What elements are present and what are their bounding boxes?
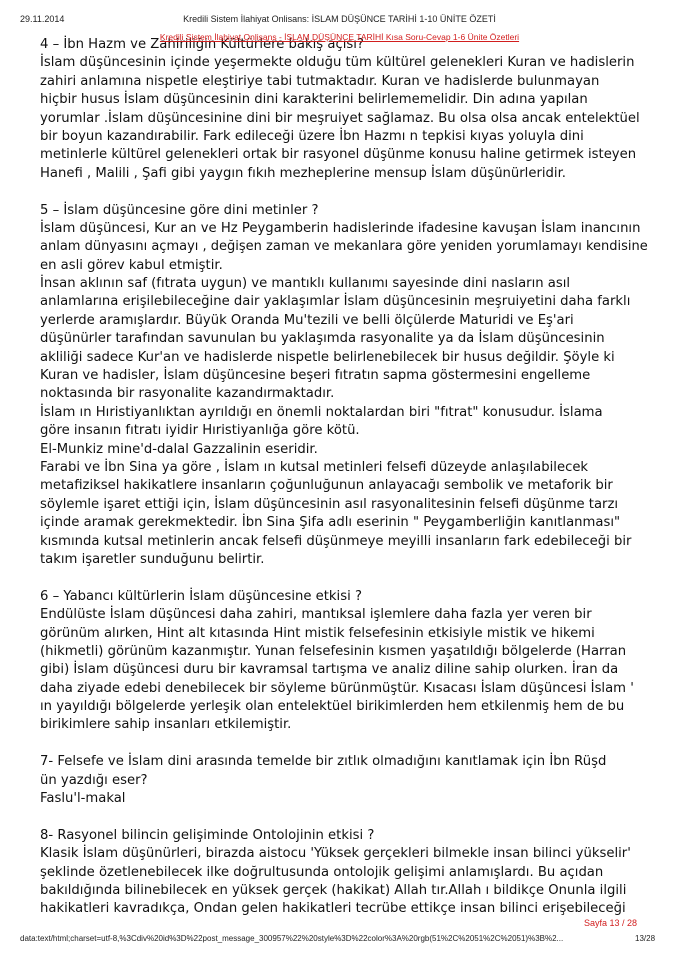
text-line: en asli görev kabul etmiştir. — [40, 257, 223, 273]
subtitle-link[interactable]: Kredili Sistem İlahiyat Onlisans - İSLAM DÜŞÜNCE TARİHİ Kısa Soru-Cevap 1-6 Ünite Özetleri — [159, 32, 520, 42]
text-line: 8- Rasyonel bilincin gelişiminde Ontolojinin etkisi ? — [40, 827, 375, 843]
page-indicator: Sayfa 13 / 28 — [584, 918, 638, 928]
text-line: gibi) İslam düşüncesi duru bir kavramsal tartışma ve analiz diline sahip olurken. İran da — [40, 662, 619, 678]
text-line: birikimlere sahip insanları etkilemiştir. — [40, 717, 292, 733]
text-line: bir boyun kazandırabilir. Fark edileceği üzere İbn Hazmı n tepkisi kıyas yoluyla dini — [40, 128, 584, 144]
text-line: İslam düşüncesinin içinde yeşermekte olduğu tüm kültürel gelenekleri Kuran ve hadislerin — [40, 55, 635, 71]
text-line: Farabi ve İbn Sina ya göre , İslam ın kutsal metinleri felsefi düzeyde anlaşılabilecek — [40, 459, 589, 475]
text-line: zahiri anlamına nispetle eleştiriye tabi tutmaktadır. Kuran ve hadislerde bulunmayan — [40, 73, 600, 89]
text-line: ün yazdığı eser? — [40, 772, 148, 788]
text-line: yerlerde aramışlardır. Büyük Oranda Mu'tezili ve belli ölçülerde Maturidi ve Eş'ari — [40, 312, 574, 328]
text-line: Kuran ve hadisler, İslam düşüncesine beşeri fıtratın sapma göstermesini engelleme — [40, 368, 591, 384]
text-line: Hanefi , Malili , Şafi gibi yaygın fıkıh mezheplerine mensup İslam düşünürleridir. — [40, 165, 566, 181]
text-line: (hikmetli) görünüm kazanmıştır. Yunan felsefesinin kısmen yaşatıldığı bölgelerde (Harran — [40, 643, 627, 659]
text-line: göre insanın fıtratı iyidir Hıristiyanlığa göre kötü. — [40, 423, 360, 439]
text-line: Endülüste İslam düşüncesi daha zahiri, mantıksal işlemlere daha fazla yer veren bir — [40, 607, 592, 623]
text-line: noktasında bir rasyonalite kazandırmaktadır. — [40, 386, 335, 402]
paragraph-gap — [40, 569, 652, 587]
text-line: El-Munkiz mine'd-dalal Gazzalinin eseridir. — [40, 441, 318, 457]
text-line: metafiziksel hakikatlere insanların çoğunluğunun anlayacağı sembolik ve metaforik bir — [40, 478, 613, 494]
text-line: takım işaretler sunduğunu belirtir. — [40, 551, 265, 567]
text-line: kısmında kutsal metinlerin ancak felsefi düşünmeye meyilli insanların fark edebileceği bir — [40, 533, 632, 549]
paragraph-gap — [40, 808, 652, 826]
text-line: bakıldığında bilinebilecek en yüksek gerçek (hakikat) Allah tır.Allah ı bildikçe Onunla ilgili — [40, 882, 627, 898]
text-line: düşünürler tarafından savunulan bu yaklaşımda rasyonalite ya da İslam düşüncesinin — [40, 331, 605, 347]
text-line: akliliği sadece Kur'an ve hadislerde nispetle belirlenebilecek bir husus değildir. Şöyle ki — [40, 349, 615, 365]
text-line: 7- Felsefe ve İslam dini arasında temelde bir zıtlık olmadığını kanıtlamak için İbn Rüşd — [40, 754, 607, 770]
footer-page-number: 13/28 — [635, 934, 656, 943]
text-line: hiçbir husus İslam düşüncesinin dini karakterini belirlememelidir. Din adına yapılan — [40, 92, 588, 108]
text-line: ın yayıldığı bölgelerde yerleşik olan entelektüel birikimlerden hem etkilenmiş hem de bu — [40, 699, 625, 715]
text-line: şeklinde özetlenebilecek ilke doğrultusunda ontolojik gelişimi anlamışlardı. Bu açıdan — [40, 864, 604, 880]
footer-url: data:text/html;charset=utf-8,%3Cdiv%20id%3D%22post_message_300957%22%20style%3D%22color%3A%20rgb(51%2C%2051%2C%2051)%3B%2... — [20, 934, 564, 943]
text-line: söylemle işaret ettiği için, İslam düşüncesinin asıl rasyonalitesinin felsefi düşünme tarzı — [40, 496, 619, 512]
text-line: İslam düşüncesi, Kur an ve Hz Peygamberin hadislerinde ifadesine kavuşan İslam inancının — [40, 220, 641, 236]
text-line: anlam dünyasını açmayı , değişen zaman ve mekanlara göre yeniden yorumlamayı kendisine — [40, 239, 648, 255]
text-line: Klasik İslam düşünürleri, birazda aistocu 'Yüksek gerçekleri bilmekle insan bilinci yükselir' — [40, 846, 631, 862]
text-line: içinde aramak gerekmektedir. İbn Sina Şifa adlı eserinin " Peygamberliğin kanıtlanması" — [40, 515, 621, 531]
text-line: Faslu'l-makal — [40, 791, 126, 807]
text-line: 5 – İslam düşüncesine göre dini metinler ? — [40, 202, 319, 218]
text-line: İnsan aklının saf (fıtrata uygun) ve mantıklı kullanımı sayesinde dini nasların asıl — [40, 276, 571, 292]
text-line: metinlerle kültürel gelenekleri ortak bir rasyonel düşünme konusu haline getirmek isteyen — [40, 147, 637, 163]
text-line: İslam ın Hıristiyanlıktan ayrıldığı en önemli noktalardan biri "fıtrat" konusudur. İslama — [40, 404, 603, 420]
text-line: 6 – Yabancı kültürlerin İslam düşüncesine etkisi ? — [40, 588, 362, 604]
text-line: daha ziyade edebi denebilecek bir söyleme bürünmüştür. Kısacası İslam düşüncesi İslam ' — [40, 680, 634, 696]
text-line: görünüm alırken, Hint alt kıtasında Hint mistik felsefesinin etkisiyle mistik ve hikemi — [40, 625, 595, 641]
text-line: anlamlarına erişilebileceğine dair yaklaşımlar İslam düşüncesinin meşruiyetini daha farklı — [40, 294, 631, 310]
text-line: yorumlar .İslam düşüncesinine dini bir meşruiyet sağlamaz. Bu olsa olsa ancak entelektüel — [40, 110, 640, 126]
document-body — [40, 36, 652, 919]
paragraph-gap — [40, 735, 652, 753]
text-line: hakikatleri kavradıkça, Ondan gelen hakikatleri tecrübe ettikçe insan bilinci erişebileceği — [40, 901, 626, 917]
paragraph-gap — [40, 183, 652, 201]
text-line: 4 – İbn Hazm ve Zahiriliğin Kültürlere bakış açısı? — [40, 37, 364, 52]
print-header-title: Kredili Sistem İlahiyat Onlisans: İSLAM DÜŞÜNCE TARİHİ 1-10 ÜNİTE ÖZETİ — [183, 14, 496, 24]
print-date: 29.11.2014 — [20, 14, 65, 24]
